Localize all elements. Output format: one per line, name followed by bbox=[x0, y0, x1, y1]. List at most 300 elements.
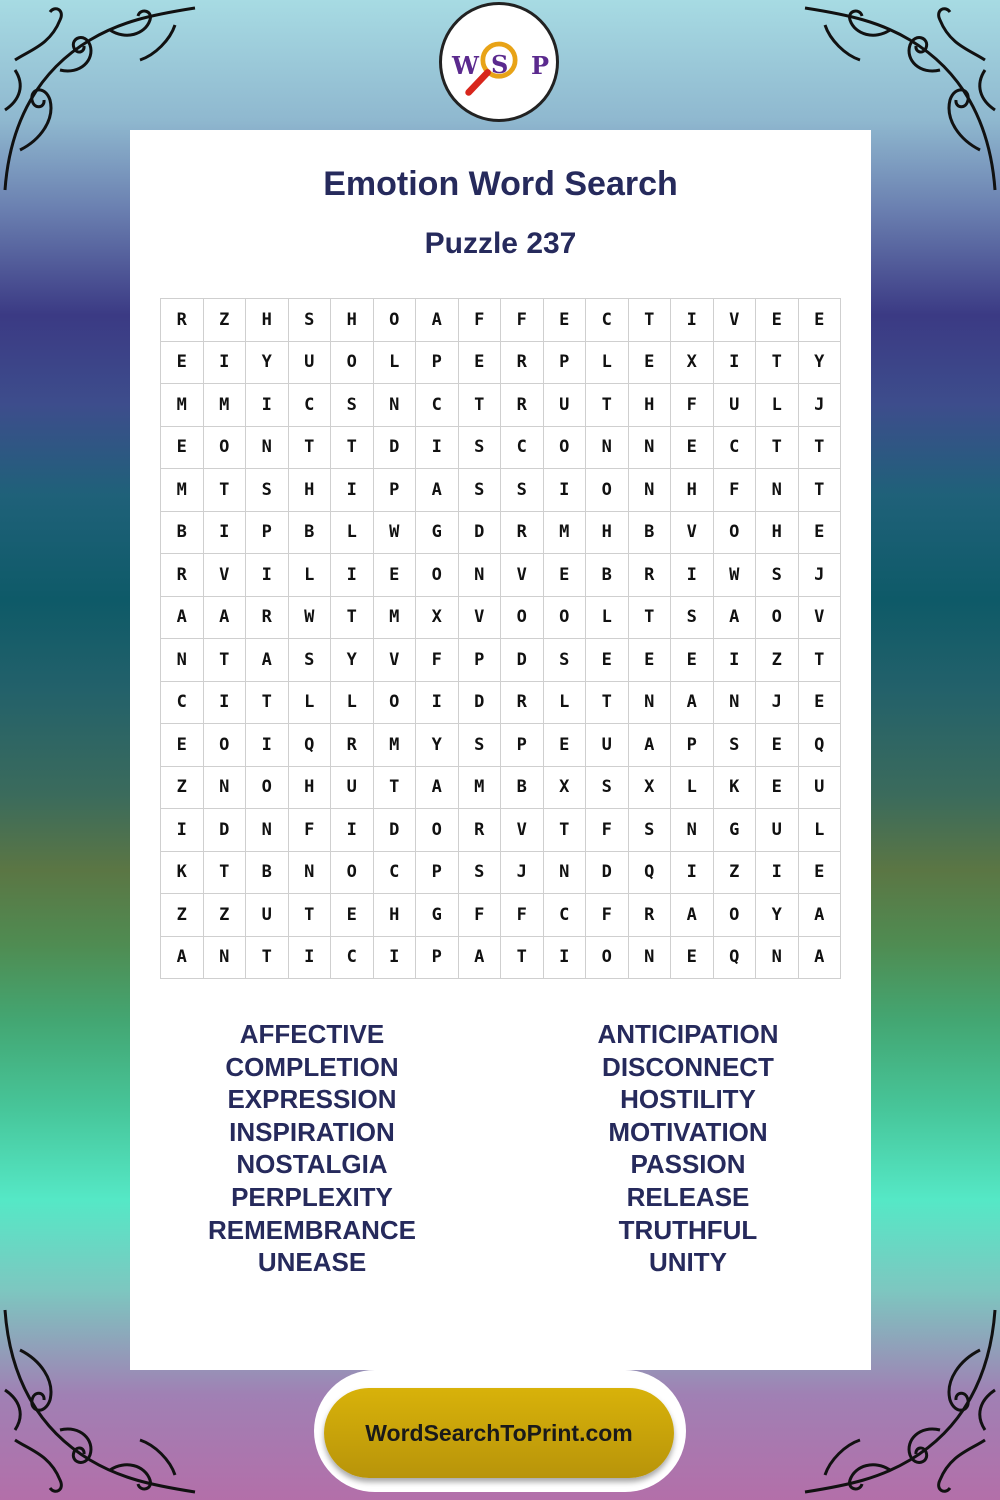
grid-cell[interactable]: R bbox=[246, 596, 289, 639]
grid-cell[interactable]: S bbox=[246, 469, 289, 512]
grid-cell[interactable]: Q bbox=[628, 851, 671, 894]
grid-cell[interactable]: X bbox=[416, 596, 459, 639]
grid-cell[interactable]: I bbox=[203, 341, 246, 384]
grid-cell[interactable]: L bbox=[671, 766, 714, 809]
grid-cell[interactable]: H bbox=[331, 299, 374, 342]
word-item: AFFECTIVE bbox=[239, 1019, 385, 1049]
grid-cell[interactable]: V bbox=[501, 554, 544, 597]
grid-row bbox=[161, 639, 841, 682]
grid-cell[interactable]: I bbox=[331, 809, 374, 852]
grid-cell[interactable]: O bbox=[373, 681, 416, 724]
grid-cell[interactable]: T bbox=[586, 681, 629, 724]
grid-cell[interactable]: N bbox=[543, 851, 586, 894]
grid-cell[interactable]: W bbox=[288, 596, 331, 639]
grid-cell[interactable]: C bbox=[373, 851, 416, 894]
grid-cell[interactable]: T bbox=[288, 426, 331, 469]
grid-row bbox=[161, 681, 841, 724]
word-item: EXPRESSION bbox=[227, 1084, 397, 1115]
grid-cell[interactable]: I bbox=[543, 469, 586, 512]
grid-cell[interactable]: Z bbox=[756, 639, 799, 682]
grid-cell[interactable]: C bbox=[713, 426, 756, 469]
grid-cell[interactable]: B bbox=[501, 766, 544, 809]
grid-row bbox=[161, 426, 841, 469]
grid-cell[interactable]: S bbox=[288, 299, 331, 342]
grid-cell[interactable]: U bbox=[586, 724, 629, 767]
grid-cell[interactable]: N bbox=[756, 936, 799, 979]
grid-cell[interactable]: C bbox=[586, 299, 629, 342]
word-item: UNEASE bbox=[257, 1247, 367, 1278]
word-item: TRUTHFUL bbox=[618, 1214, 758, 1245]
grid-cell[interactable]: T bbox=[798, 469, 841, 512]
grid-cell[interactable]: D bbox=[373, 426, 416, 469]
grid-cell[interactable]: E bbox=[756, 766, 799, 809]
grid-cell[interactable]: Y bbox=[416, 724, 459, 767]
grid-cell[interactable]: Z bbox=[713, 851, 756, 894]
grid-cell[interactable]: J bbox=[798, 384, 841, 427]
grid-cell[interactable]: U bbox=[288, 341, 331, 384]
grid-cell[interactable]: O bbox=[586, 936, 629, 979]
grid-cell[interactable]: F bbox=[416, 639, 459, 682]
grid-cell[interactable]: V bbox=[671, 511, 714, 554]
grid-cell[interactable]: C bbox=[416, 384, 459, 427]
grid-cell[interactable]: N bbox=[373, 384, 416, 427]
grid-cell[interactable]: Y bbox=[246, 341, 289, 384]
grid-cell[interactable]: O bbox=[713, 511, 756, 554]
grid-cell[interactable]: H bbox=[288, 469, 331, 512]
grid-cell[interactable]: H bbox=[671, 469, 714, 512]
grid-cell[interactable]: N bbox=[586, 426, 629, 469]
grid-cell[interactable]: O bbox=[373, 299, 416, 342]
grid-cell[interactable]: T bbox=[331, 596, 374, 639]
grid-cell[interactable]: A bbox=[416, 469, 459, 512]
grid-cell[interactable]: E bbox=[373, 554, 416, 597]
grid-cell[interactable]: T bbox=[246, 936, 289, 979]
grid-row bbox=[161, 384, 841, 427]
word-item: REMEMBRANCE bbox=[208, 1214, 416, 1245]
grid-cell[interactable]: S bbox=[586, 766, 629, 809]
grid-cell[interactable]: M bbox=[373, 724, 416, 767]
grid-cell[interactable]: N bbox=[713, 681, 756, 724]
grid-cell[interactable]: E bbox=[331, 894, 374, 937]
grid-cell[interactable]: P bbox=[543, 341, 586, 384]
word-item: RELEASE bbox=[626, 1181, 750, 1212]
grid-cell[interactable]: O bbox=[246, 766, 289, 809]
grid-cell[interactable]: N bbox=[756, 469, 799, 512]
grid-cell[interactable]: W bbox=[713, 554, 756, 597]
grid-cell[interactable]: N bbox=[671, 809, 714, 852]
grid-cell[interactable]: F bbox=[713, 469, 756, 512]
grid-cell[interactable]: O bbox=[203, 724, 246, 767]
grid-cell[interactable]: R bbox=[501, 341, 544, 384]
grid-cell[interactable]: L bbox=[373, 341, 416, 384]
grid-cell[interactable]: E bbox=[756, 724, 799, 767]
grid-cell[interactable]: Y bbox=[798, 341, 841, 384]
grid-cell[interactable]: L bbox=[288, 554, 331, 597]
grid-cell[interactable]: L bbox=[331, 511, 374, 554]
grid-cell[interactable]: S bbox=[458, 426, 501, 469]
grid-cell[interactable]: E bbox=[161, 426, 204, 469]
grid-cell[interactable]: G bbox=[416, 511, 459, 554]
site-logo[interactable] bbox=[439, 2, 559, 122]
grid-cell[interactable]: F bbox=[586, 894, 629, 937]
grid-cell[interactable]: A bbox=[798, 936, 841, 979]
logo-letter-s: S bbox=[491, 50, 509, 79]
grid-cell[interactable]: J bbox=[501, 851, 544, 894]
grid-cell[interactable]: I bbox=[246, 724, 289, 767]
grid-cell[interactable]: I bbox=[543, 936, 586, 979]
grid-cell[interactable]: E bbox=[161, 341, 204, 384]
grid-cell[interactable]: A bbox=[203, 596, 246, 639]
grid-cell[interactable]: A bbox=[416, 299, 459, 342]
grid-cell[interactable]: P bbox=[246, 511, 289, 554]
footer-badge bbox=[314, 1370, 686, 1492]
grid-cell[interactable]: N bbox=[288, 851, 331, 894]
grid-cell[interactable]: A bbox=[671, 894, 714, 937]
grid-cell[interactable]: C bbox=[543, 894, 586, 937]
word-item: HOSTILITY bbox=[620, 1084, 756, 1115]
grid-cell[interactable]: P bbox=[416, 936, 459, 979]
grid-cell[interactable]: N bbox=[161, 639, 204, 682]
grid-cell[interactable]: E bbox=[671, 639, 714, 682]
word-item: ANTICIPATION bbox=[597, 1019, 779, 1049]
grid-cell[interactable]: E bbox=[543, 554, 586, 597]
grid-cell[interactable]: E bbox=[161, 724, 204, 767]
word-list-right bbox=[538, 1018, 838, 1279]
grid-cell[interactable]: Y bbox=[331, 639, 374, 682]
grid-cell[interactable]: A bbox=[161, 936, 204, 979]
grid-cell[interactable]: X bbox=[671, 341, 714, 384]
grid-cell[interactable]: H bbox=[628, 384, 671, 427]
page-title: Emotion Word Search bbox=[323, 165, 678, 203]
grid-cell[interactable]: R bbox=[501, 384, 544, 427]
grid-cell[interactable]: M bbox=[458, 766, 501, 809]
grid-cell[interactable]: L bbox=[331, 681, 374, 724]
grid-cell[interactable]: I bbox=[373, 936, 416, 979]
grid-row bbox=[161, 341, 841, 384]
grid-cell[interactable]: P bbox=[416, 341, 459, 384]
grid-cell[interactable]: H bbox=[373, 894, 416, 937]
grid-cell[interactable]: P bbox=[458, 639, 501, 682]
grid-cell[interactable]: F bbox=[458, 299, 501, 342]
grid-cell[interactable]: N bbox=[203, 936, 246, 979]
grid-cell[interactable]: R bbox=[628, 894, 671, 937]
grid-cell[interactable]: J bbox=[798, 554, 841, 597]
grid-cell[interactable]: I bbox=[246, 554, 289, 597]
grid-cell[interactable]: Q bbox=[798, 724, 841, 767]
grid-cell[interactable]: M bbox=[543, 511, 586, 554]
grid-cell[interactable]: T bbox=[458, 384, 501, 427]
grid-cell[interactable]: E bbox=[628, 639, 671, 682]
grid-row bbox=[161, 554, 841, 597]
grid-row bbox=[161, 299, 841, 342]
grid-cell[interactable]: N bbox=[628, 469, 671, 512]
grid-cell[interactable]: I bbox=[671, 851, 714, 894]
grid-cell[interactable]: L bbox=[586, 596, 629, 639]
grid-cell[interactable]: I bbox=[331, 469, 374, 512]
website-button[interactable] bbox=[324, 1388, 674, 1478]
grid-cell[interactable]: V bbox=[458, 596, 501, 639]
grid-cell[interactable]: T bbox=[628, 596, 671, 639]
grid-cell[interactable]: N bbox=[203, 766, 246, 809]
word-item: UNITY bbox=[649, 1247, 727, 1278]
grid-cell[interactable]: L bbox=[798, 809, 841, 852]
grid-cell[interactable]: T bbox=[203, 639, 246, 682]
grid-cell[interactable]: U bbox=[246, 894, 289, 937]
grid-cell[interactable]: I bbox=[203, 681, 246, 724]
grid-cell[interactable]: G bbox=[416, 894, 459, 937]
grid-cell[interactable]: E bbox=[586, 639, 629, 682]
puzzle-number: Puzzle 237 bbox=[424, 227, 577, 260]
grid-cell[interactable]: N bbox=[628, 936, 671, 979]
grid-cell[interactable]: E bbox=[543, 724, 586, 767]
grid-cell[interactable]: L bbox=[288, 681, 331, 724]
grid-cell[interactable]: H bbox=[288, 766, 331, 809]
grid-cell[interactable]: N bbox=[628, 681, 671, 724]
grid-cell[interactable]: U bbox=[756, 809, 799, 852]
grid-cell[interactable]: D bbox=[458, 511, 501, 554]
grid-cell[interactable]: O bbox=[331, 341, 374, 384]
word-item: MOTIVATION bbox=[608, 1116, 768, 1147]
grid-cell[interactable]: O bbox=[331, 851, 374, 894]
grid-cell[interactable]: M bbox=[161, 384, 204, 427]
grid-cell[interactable]: Z bbox=[161, 766, 204, 809]
grid-row bbox=[161, 766, 841, 809]
grid-cell[interactable]: X bbox=[628, 766, 671, 809]
grid-cell[interactable]: B bbox=[288, 511, 331, 554]
grid-cell[interactable]: C bbox=[288, 384, 331, 427]
grid-cell[interactable]: E bbox=[756, 299, 799, 342]
grid-cell[interactable]: S bbox=[756, 554, 799, 597]
grid-cell[interactable]: U bbox=[798, 766, 841, 809]
grid-cell[interactable]: O bbox=[586, 469, 629, 512]
puzzle-card bbox=[130, 130, 871, 1370]
grid-row bbox=[161, 724, 841, 767]
grid-cell[interactable]: L bbox=[756, 384, 799, 427]
grid-cell[interactable]: P bbox=[671, 724, 714, 767]
website-link[interactable]: WordSearchToPrint.com bbox=[365, 1419, 633, 1446]
grid-cell[interactable]: A bbox=[246, 639, 289, 682]
grid-cell[interactable]: T bbox=[501, 936, 544, 979]
grid-cell[interactable]: I bbox=[161, 809, 204, 852]
grid-cell[interactable]: A bbox=[713, 596, 756, 639]
grid-cell[interactable]: L bbox=[543, 681, 586, 724]
grid-cell[interactable]: A bbox=[798, 894, 841, 937]
grid-cell[interactable]: Z bbox=[203, 299, 246, 342]
grid-cell[interactable]: T bbox=[798, 426, 841, 469]
grid-cell[interactable]: L bbox=[586, 341, 629, 384]
grid-cell[interactable]: Q bbox=[288, 724, 331, 767]
grid-cell[interactable]: I bbox=[203, 511, 246, 554]
grid-cell[interactable]: F bbox=[671, 384, 714, 427]
grid-cell[interactable]: O bbox=[543, 426, 586, 469]
word-item: DISCONNECT bbox=[602, 1051, 774, 1082]
grid-cell[interactable]: E bbox=[671, 426, 714, 469]
grid-cell[interactable]: E bbox=[628, 341, 671, 384]
grid-cell[interactable]: P bbox=[373, 469, 416, 512]
grid-cell[interactable]: K bbox=[713, 766, 756, 809]
grid-cell[interactable]: T bbox=[628, 299, 671, 342]
grid-cell[interactable]: S bbox=[713, 724, 756, 767]
grid-cell[interactable]: U bbox=[331, 766, 374, 809]
grid-cell[interactable]: Z bbox=[161, 894, 204, 937]
letter-grid bbox=[160, 298, 841, 979]
grid-cell[interactable]: I bbox=[288, 936, 331, 979]
grid-cell[interactable]: T bbox=[246, 681, 289, 724]
grid-cell[interactable]: F bbox=[458, 894, 501, 937]
grid-cell[interactable]: O bbox=[203, 426, 246, 469]
grid-cell[interactable]: P bbox=[501, 724, 544, 767]
grid-cell[interactable]: S bbox=[458, 851, 501, 894]
grid-row bbox=[161, 511, 841, 554]
grid-cell[interactable]: R bbox=[628, 554, 671, 597]
grid-cell[interactable]: O bbox=[756, 596, 799, 639]
grid-row bbox=[161, 809, 841, 852]
grid-cell[interactable]: S bbox=[331, 384, 374, 427]
grid-cell[interactable]: A bbox=[671, 681, 714, 724]
grid-cell[interactable]: K bbox=[161, 851, 204, 894]
grid-cell[interactable]: J bbox=[756, 681, 799, 724]
word-list-left bbox=[162, 1018, 462, 1279]
grid-cell[interactable]: A bbox=[628, 724, 671, 767]
grid-cell[interactable]: A bbox=[416, 766, 459, 809]
grid-cell[interactable]: R bbox=[458, 809, 501, 852]
grid-cell[interactable]: R bbox=[501, 681, 544, 724]
grid-cell[interactable]: A bbox=[161, 596, 204, 639]
grid-cell[interactable]: T bbox=[756, 341, 799, 384]
grid-row bbox=[161, 851, 841, 894]
grid-cell[interactable]: R bbox=[331, 724, 374, 767]
grid-cell[interactable]: S bbox=[458, 469, 501, 512]
word-item: PASSION bbox=[630, 1149, 746, 1180]
grid-cell[interactable]: O bbox=[416, 554, 459, 597]
grid-cell[interactable]: N bbox=[628, 426, 671, 469]
grid-cell[interactable]: X bbox=[543, 766, 586, 809]
grid-cell[interactable]: E bbox=[798, 851, 841, 894]
grid-cell[interactable]: M bbox=[373, 596, 416, 639]
grid-cell[interactable]: F bbox=[586, 809, 629, 852]
grid-cell[interactable]: M bbox=[161, 469, 204, 512]
grid-cell[interactable]: P bbox=[416, 851, 459, 894]
grid-cell[interactable]: T bbox=[203, 469, 246, 512]
grid-cell[interactable]: A bbox=[458, 936, 501, 979]
grid-cell[interactable]: I bbox=[713, 639, 756, 682]
grid-cell[interactable]: I bbox=[416, 681, 459, 724]
grid-cell[interactable]: U bbox=[713, 384, 756, 427]
grid-cell[interactable]: V bbox=[713, 299, 756, 342]
grid-cell[interactable]: D bbox=[458, 681, 501, 724]
word-item: INSPIRATION bbox=[229, 1116, 395, 1147]
grid-cell[interactable]: C bbox=[161, 681, 204, 724]
grid-cell[interactable]: U bbox=[543, 384, 586, 427]
grid-cell[interactable]: V bbox=[203, 554, 246, 597]
grid-cell[interactable]: N bbox=[246, 809, 289, 852]
grid-cell[interactable]: C bbox=[501, 426, 544, 469]
grid-cell[interactable]: E bbox=[458, 341, 501, 384]
grid-cell[interactable]: Y bbox=[756, 894, 799, 937]
grid-cell[interactable]: B bbox=[161, 511, 204, 554]
grid-cell[interactable]: S bbox=[543, 639, 586, 682]
word-item: COMPLETION bbox=[225, 1051, 399, 1082]
grid-cell[interactable]: I bbox=[671, 554, 714, 597]
grid-cell[interactable]: E bbox=[543, 299, 586, 342]
grid-cell[interactable]: H bbox=[586, 511, 629, 554]
grid-cell[interactable]: S bbox=[671, 596, 714, 639]
grid-cell[interactable]: R bbox=[161, 554, 204, 597]
grid-cell[interactable]: R bbox=[501, 511, 544, 554]
grid-cell[interactable]: I bbox=[671, 299, 714, 342]
grid-cell[interactable]: H bbox=[756, 511, 799, 554]
grid-cell[interactable]: B bbox=[628, 511, 671, 554]
grid-cell[interactable]: O bbox=[543, 596, 586, 639]
grid-cell[interactable]: T bbox=[288, 894, 331, 937]
grid-cell[interactable]: O bbox=[416, 809, 459, 852]
grid-cell[interactable]: I bbox=[416, 426, 459, 469]
grid-cell[interactable]: S bbox=[501, 469, 544, 512]
grid-cell[interactable]: T bbox=[203, 851, 246, 894]
grid-row bbox=[161, 936, 841, 979]
grid-cell[interactable]: S bbox=[288, 639, 331, 682]
word-item: PERPLEXITY bbox=[231, 1181, 393, 1212]
grid-cell[interactable]: T bbox=[331, 426, 374, 469]
grid-cell[interactable]: V bbox=[798, 596, 841, 639]
grid-row bbox=[161, 894, 841, 937]
grid-cell[interactable]: B bbox=[586, 554, 629, 597]
grid-cell[interactable]: D bbox=[586, 851, 629, 894]
grid-cell[interactable]: R bbox=[161, 299, 204, 342]
grid-cell[interactable]: Z bbox=[203, 894, 246, 937]
grid-cell[interactable]: O bbox=[713, 894, 756, 937]
grid-cell[interactable]: T bbox=[798, 639, 841, 682]
grid-cell[interactable]: Q bbox=[713, 936, 756, 979]
grid-cell[interactable]: G bbox=[713, 809, 756, 852]
grid-cell[interactable]: D bbox=[501, 639, 544, 682]
word-item: NOSTALGIA bbox=[236, 1149, 388, 1180]
grid-cell[interactable]: E bbox=[798, 681, 841, 724]
logo-letter-w: W bbox=[452, 51, 479, 80]
grid-cell[interactable]: C bbox=[331, 936, 374, 979]
grid-cell[interactable]: D bbox=[203, 809, 246, 852]
grid-cell[interactable]: M bbox=[203, 384, 246, 427]
grid-cell[interactable]: V bbox=[373, 639, 416, 682]
grid-cell[interactable]: F bbox=[288, 809, 331, 852]
grid-cell[interactable]: H bbox=[246, 299, 289, 342]
grid-cell[interactable]: I bbox=[713, 341, 756, 384]
grid-cell[interactable]: T bbox=[373, 766, 416, 809]
grid-cell[interactable]: F bbox=[501, 894, 544, 937]
logo-letter-p: P bbox=[531, 51, 550, 80]
grid-cell[interactable]: E bbox=[798, 511, 841, 554]
grid-cell[interactable]: I bbox=[246, 384, 289, 427]
grid-cell[interactable]: W bbox=[373, 511, 416, 554]
grid-cell[interactable]: B bbox=[246, 851, 289, 894]
grid-cell[interactable]: T bbox=[543, 809, 586, 852]
grid-cell[interactable]: I bbox=[756, 851, 799, 894]
grid-cell[interactable]: I bbox=[331, 554, 374, 597]
grid-cell[interactable]: S bbox=[458, 724, 501, 767]
grid-cell[interactable]: V bbox=[501, 809, 544, 852]
grid-cell[interactable]: E bbox=[671, 936, 714, 979]
grid-cell[interactable]: E bbox=[798, 299, 841, 342]
grid-cell[interactable]: F bbox=[501, 299, 544, 342]
grid-cell[interactable]: D bbox=[373, 809, 416, 852]
grid-cell[interactable]: T bbox=[586, 384, 629, 427]
grid-cell[interactable]: T bbox=[756, 426, 799, 469]
grid-row bbox=[161, 469, 841, 512]
grid-cell[interactable]: N bbox=[246, 426, 289, 469]
grid-cell[interactable]: N bbox=[458, 554, 501, 597]
grid-cell[interactable]: O bbox=[501, 596, 544, 639]
grid-cell[interactable]: S bbox=[628, 809, 671, 852]
